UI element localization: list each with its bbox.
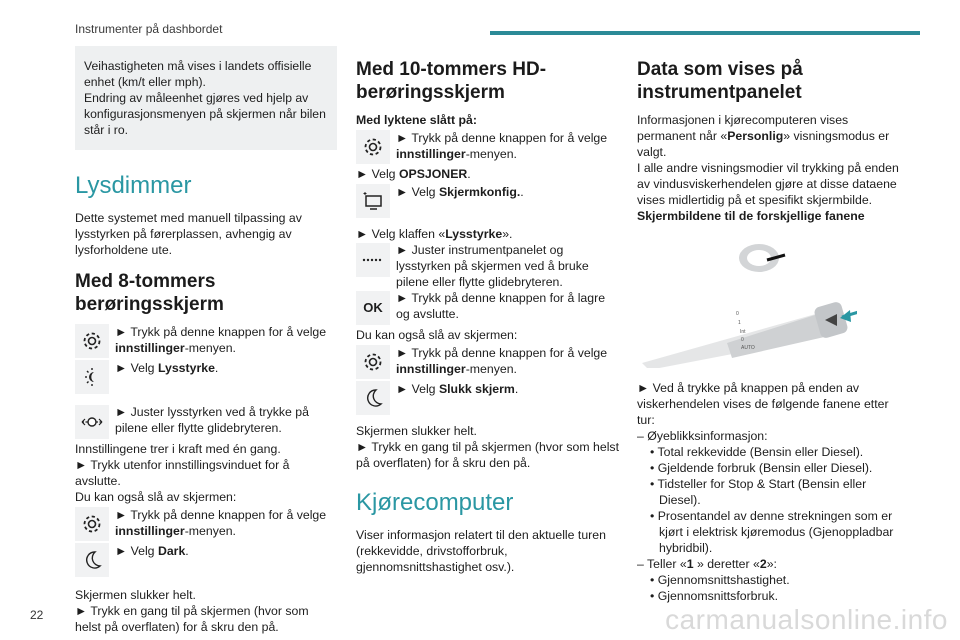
step-text: -menyen.	[465, 362, 517, 376]
step-text: ► Trykk på denne knappen for å lagre og avslutte.	[396, 291, 606, 321]
text-line: Skjermen slukker helt.	[75, 588, 196, 602]
heading-kjorecomputer: Kjørecomputer	[356, 489, 514, 516]
gear-icon	[356, 130, 390, 164]
step-screen-off	[356, 381, 619, 415]
step-text: ► Trykk på denne knappen for å velge	[396, 131, 608, 145]
paragraph-kjorecomputer: Viser informasjon relatert til den aktuelle turen (rekkevidde, drivstofforbruk, gjennomsnittshastighet osv.).	[356, 528, 606, 574]
step-text: ► Velg klaffen «	[356, 227, 446, 241]
step-brightness	[75, 360, 337, 394]
heading-lysdimmer: Lysdimmer	[75, 172, 192, 199]
step-settings	[356, 130, 619, 164]
stalk-mark: 0	[736, 311, 739, 317]
stalk-mark: AUTO	[741, 345, 755, 351]
text-line: ► Trykk en gang til på skjermen (hvor som helst på overflaten) for å skru den på.	[75, 604, 309, 634]
list-item: • Prosentandel av denne strekningen som er kjørt i elektrisk kjøremodus (Gjenoppladbar hybridbil).	[650, 509, 894, 555]
gear-icon	[75, 507, 109, 541]
slider-icon	[75, 405, 109, 439]
step-text: ► Juster instrumentpanelet og lysstyrken på skjermen ved å bruke pilene eller flytte glidebryteren.	[396, 243, 589, 289]
step-text: -menyen.	[184, 341, 236, 355]
note-line: Veihastigheten må vises i landets offisielle enhet (km/t eller mph).	[84, 59, 312, 89]
step-text: ► Velg	[396, 185, 439, 199]
ok-icon	[356, 291, 390, 325]
text-line: Innstillingene trer i kraft med én gang.	[75, 442, 281, 456]
gear-icon	[75, 324, 109, 358]
step-text: ► Trykk på denne knappen for å velge	[396, 346, 608, 360]
step-text: ► Trykk på denne knappen for å velge	[115, 325, 327, 339]
column-right	[637, 58, 900, 604]
step-bold: Slukk skjerm	[438, 382, 515, 396]
stalk-mark: 1	[738, 320, 741, 326]
text-bold: 2	[759, 557, 767, 571]
step-bold: innstillinger	[396, 362, 466, 376]
heading-8-inch: Med 8-tommers berøringsskjerm	[75, 271, 224, 315]
stalk-mark: Int	[740, 329, 746, 335]
step-text: .	[514, 382, 519, 396]
wiper-stalk-illustration	[637, 238, 857, 368]
list-item: – Øyeblikksinformasjon:	[637, 429, 768, 443]
step-bold: Lysstyrke	[445, 227, 503, 241]
text: – Teller «	[637, 557, 687, 571]
text-line: Skjermen slukker helt.	[356, 424, 477, 438]
text-line: I alle andre visningsmodier vil trykking på enden av vindusviskerhendelen gjøre at disse dataene vises midlertidig på et spesifikt skjermbilde.	[637, 161, 899, 207]
column-left	[75, 46, 337, 635]
moon-icon	[356, 381, 390, 415]
screen-config-icon	[356, 184, 390, 218]
text-bold: 1	[686, 557, 694, 571]
step-text: .	[467, 167, 471, 181]
text-line: ► Ved å trykke på knappen på enden av viskerhendelen vises de følgende fanene etter tur:	[637, 381, 889, 427]
header-accent-bar	[490, 31, 920, 35]
step-settings	[75, 324, 337, 358]
step-text: ».	[502, 227, 513, 241]
heading-data: Data som vises på instrumentpanelet	[637, 59, 803, 103]
list-item: • Tidsteller for Stop & Start (Bensin eller Diesel).	[650, 477, 867, 507]
step-bold: Skjermkonfig.	[438, 185, 521, 199]
step-text: ► Velg	[356, 167, 399, 181]
step-screen-config	[356, 184, 619, 218]
step-ok	[356, 290, 619, 327]
stalk-mark: 0	[741, 337, 744, 343]
brightness-icon	[75, 360, 109, 394]
text-line: ► Trykk utenfor innstillingsvinduet for å avslutte.	[75, 458, 290, 488]
text: » visningsmodus er valgt.	[637, 129, 890, 159]
step-text: ► Juster lysstyrken ved å trykke på pilene eller flytte glidebryteren.	[115, 405, 309, 435]
step-text: ► Trykk på denne knappen for å velge	[115, 508, 327, 522]
gear-icon	[356, 345, 390, 379]
column-middle	[356, 58, 619, 575]
step-text: ► Velg	[115, 544, 158, 558]
step-bold: Dark	[157, 544, 186, 558]
text: » deretter «	[693, 557, 760, 571]
step-settings-2	[75, 507, 337, 541]
step-text: -menyen.	[184, 524, 236, 538]
step-bold: OPSJONER	[398, 167, 468, 181]
list-item: • Gjennomsnittshastighet.	[650, 573, 790, 587]
running-header: Instrumenter på dashbordet	[75, 22, 223, 36]
step-settings-2	[356, 345, 619, 379]
text-line: Du kan også slå av skjermen:	[356, 328, 518, 342]
text: »:	[766, 557, 777, 571]
step-dark	[75, 543, 337, 577]
steering-wheel-icon	[739, 244, 785, 272]
lights-on-label: Med lyktene slått på:	[356, 113, 477, 127]
step-text: .	[214, 361, 219, 375]
paragraph-lysdimmer: Dette systemet med manuell tilpassing av lysstyrken på førerplassen, avhengig av lysforholdene ute.	[75, 211, 302, 257]
list-item: • Total rekkevidde (Bensin eller Diesel).	[650, 445, 864, 459]
text-bold: Personlig	[727, 129, 784, 143]
note-line: Endring av måleenhet gjøres ved hjelp av konfigurasjonsmenyen på skjermen når bilen står i ro.	[84, 91, 326, 137]
step-bold: innstillinger	[115, 524, 185, 538]
step-bold: Lysstyrke	[157, 361, 215, 375]
step-bold: innstillinger	[115, 341, 185, 355]
step-text: ► Velg	[396, 382, 439, 396]
text: Informasjonen i kjørecomputeren vises permanent når «	[637, 113, 849, 143]
watermark: carmanualsonline.info	[665, 604, 948, 635]
slider-icon	[356, 243, 390, 277]
step-bold: innstillinger	[396, 147, 466, 161]
text-bold-line: Skjermbildene til de forskjellige fanene	[637, 209, 865, 223]
list-item: • Gjeldende forbruk (Bensin eller Diesel).	[650, 461, 873, 475]
step-text: .	[520, 185, 524, 199]
moon-icon	[75, 543, 109, 577]
step-text: .	[185, 544, 189, 558]
text-line: ► Trykk en gang til på skjermen (hvor som helst på overflaten) for å skru den på.	[356, 440, 619, 470]
step-text: -menyen.	[465, 147, 517, 161]
ok-label: OK	[363, 300, 383, 315]
text-line: Du kan også slå av skjermen:	[75, 490, 237, 504]
page-number: 22	[30, 608, 44, 622]
heading-10-inch: Med 10-tommers HD-berøringsskjerm	[356, 59, 547, 103]
step-adjust	[75, 404, 337, 441]
step-adjust	[356, 242, 619, 290]
note-box	[75, 46, 337, 150]
step-text: ► Velg	[115, 361, 158, 375]
list-item: • Gjennomsnittsforbruk.	[650, 589, 779, 603]
